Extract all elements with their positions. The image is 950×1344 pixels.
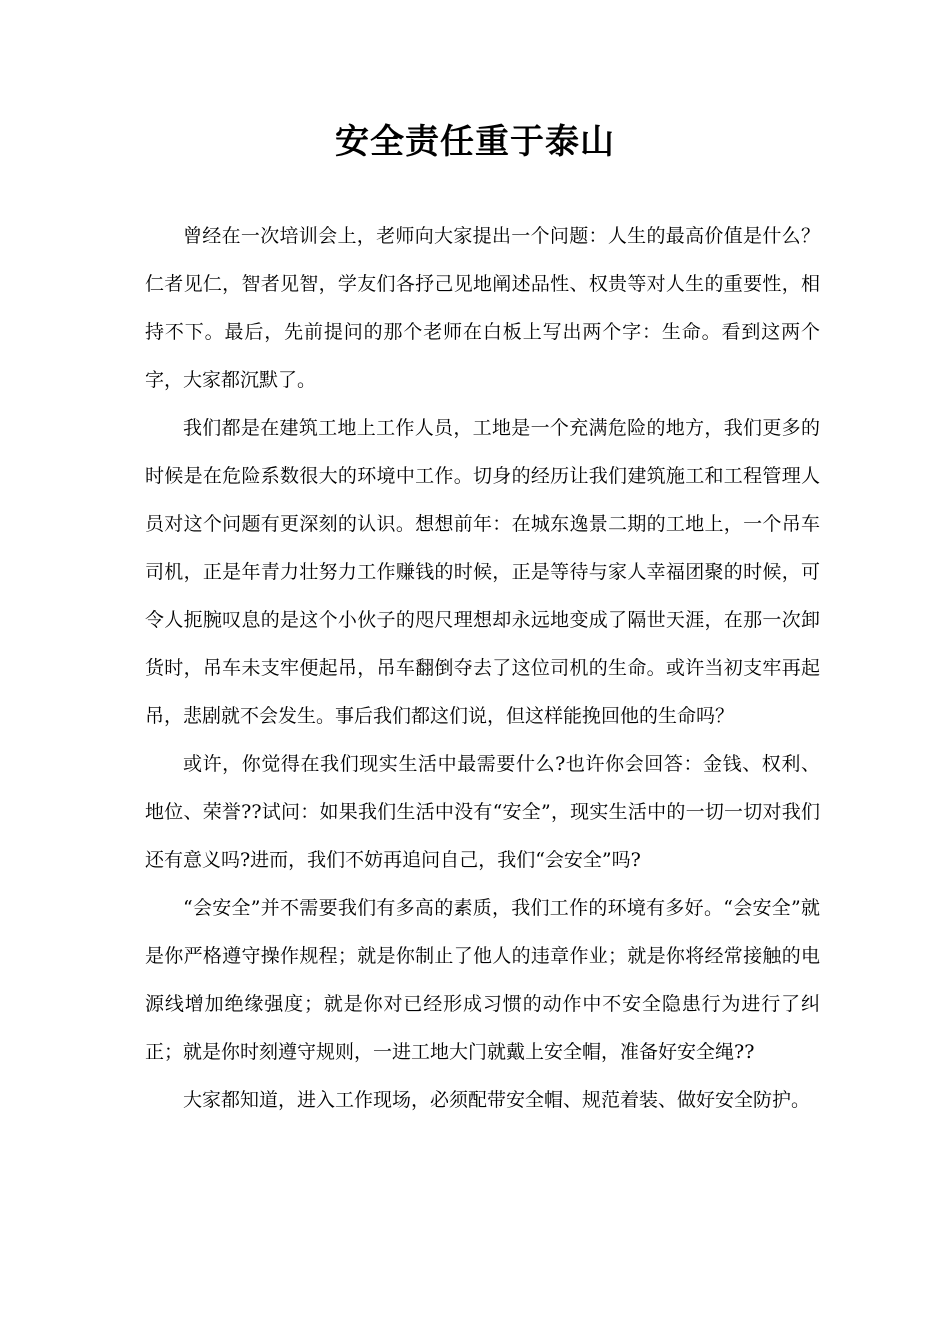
paragraph-1: 曾经在一次培训会上，老师向大家提出一个问题：人生的最高价值是什么？ 仁者见仁，智者见智，学友们各抒己见地阐述品性、权贵等对人生的重要性，相持不下。最后，先前提问的那个老师在白板上写出两个字：生命。看到这两个字，大家都沉默了。 <box>145 225 820 391</box>
paragraph-4: “会安全”并不需要我们有多高的素质，我们工作的环境有多好。“会安全”就是你严格遵守操作规程；就是你制止了他人的违章作业；就是你将经常接触的电源线增加绝缘强度；就是你对已经形成习惯的动作中不安全隐患行为进行了纠正；就是你时刻遵守规则，一进工地大门就戴上安全帽，准备好安全绳?? <box>145 897 820 1063</box>
paragraph-5: 大家都知道，进入工作现场，必须配带安全帽、规范着装、做好安全防护。 <box>183 1089 811 1111</box>
paragraph-3: 或许，你觉得在我们现实生活中最需要什么?也许你会回答：金钱、权利、地位、荣誉??试问：如果我们生活中没有“安全”，现实生活中的一切一切对我们还有意义吗?进而，我们不妨再追问自己，我们“会安全”吗? <box>145 753 820 871</box>
paragraph-2: 我们都是在建筑工地上工作人员，工地是一个充满危险的地方，我们更多的时候是在危险系数很大的环境中工作。切身的经历让我们建筑施工和工程管理人员对这个问题有更深刻的认识。想想前年：在城东逸景二期的工地上，一个吊车司机，正是年青力壮努力工作赚钱的时候，正是等待与家人幸福团聚的时候，可令人扼腕叹息的是这个小伙子的咫尺理想却永远地变成了隔世天涯，在那一次卸货时，吊车未支牢便起吊，吊车翻倒夺去了这位司机的生命。或许当初支牢再起吊，悲剧就不会发生。事后我们都这们说，但这样能挽回他的生命吗？ <box>145 417 820 727</box>
document-title: 安全责任重于泰山 <box>335 122 615 162</box>
document-body <box>145 212 820 1124</box>
